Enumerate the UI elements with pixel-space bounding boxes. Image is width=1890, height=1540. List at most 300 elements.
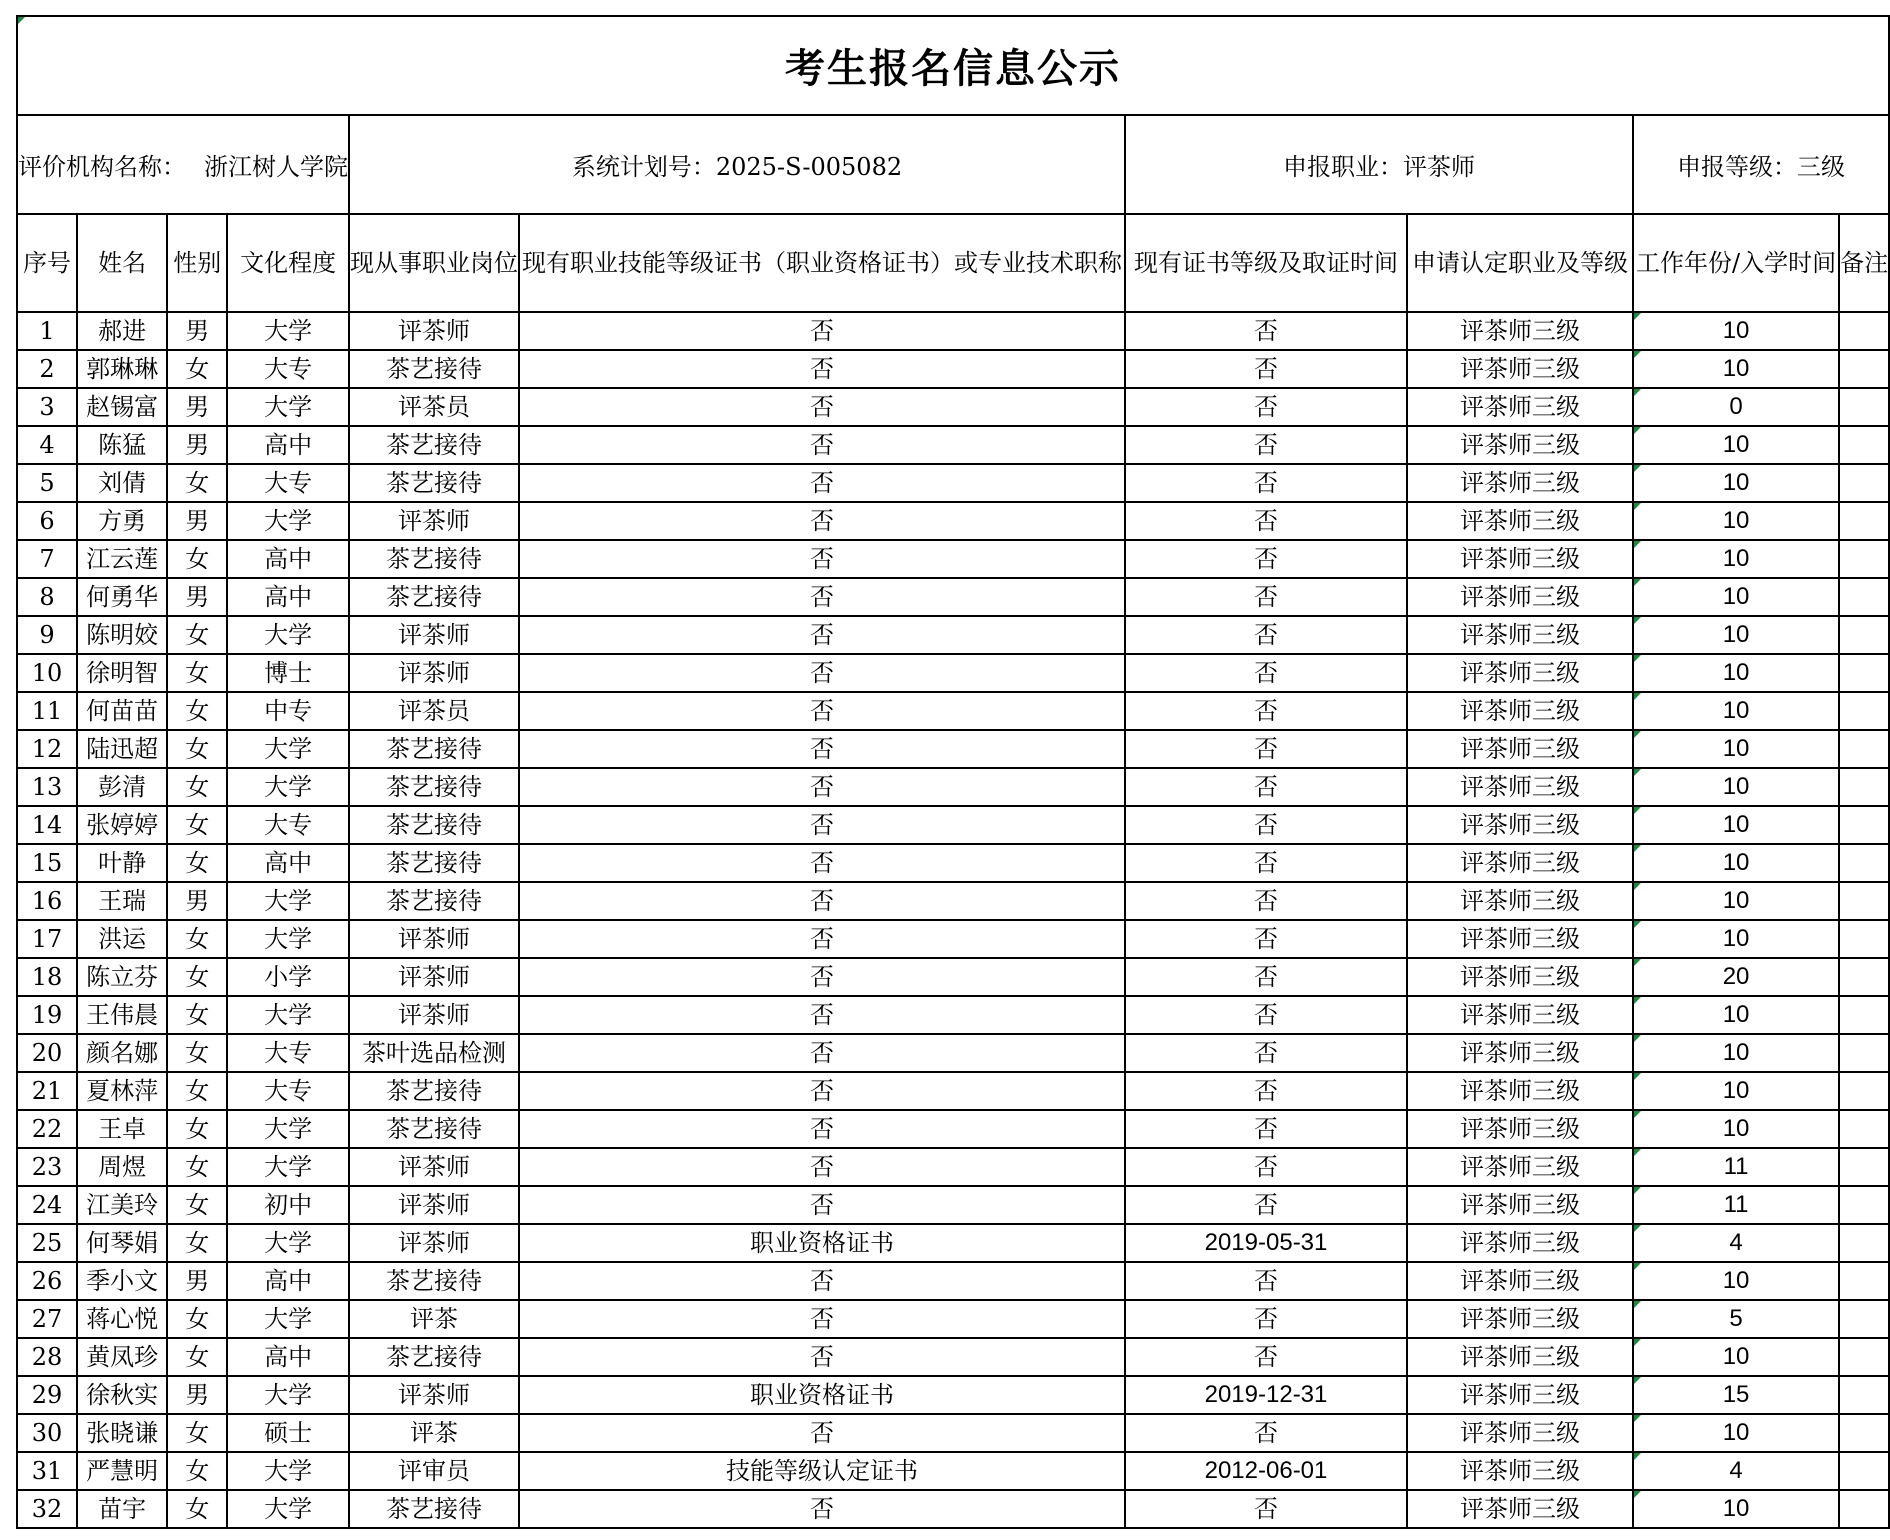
cell-name: 徐秋实	[77, 1376, 167, 1414]
cell-education: 大学	[227, 730, 349, 768]
cell-applied-level: 评茶师三级	[1407, 502, 1633, 540]
cell-certificate-date: 否	[1125, 540, 1407, 578]
cell-work-years: 10	[1633, 920, 1839, 958]
title-row	[17, 16, 1889, 115]
cell-work-years: 10	[1633, 1034, 1839, 1072]
cell-gender: 女	[167, 1490, 227, 1528]
cell-name: 王伟晨	[77, 996, 167, 1034]
cell-applied-level: 评茶师三级	[1407, 1148, 1633, 1186]
cell-current-job: 评茶师	[349, 1224, 519, 1262]
cell-work-years: 10	[1633, 844, 1839, 882]
table-row	[17, 540, 1889, 578]
cell-applied-level: 评茶师三级	[1407, 882, 1633, 920]
cell-index: 31	[17, 1452, 77, 1490]
cell-current-certificate: 否	[519, 844, 1125, 882]
plan-value: 2025-S-005082	[715, 153, 903, 181]
cell-gender: 女	[167, 996, 227, 1034]
cell-current-certificate: 否	[519, 350, 1125, 388]
cell-current-certificate: 否	[519, 578, 1125, 616]
cell-work-years: 11	[1633, 1148, 1839, 1186]
cell-education: 大学	[227, 920, 349, 958]
cell-work-years: 10	[1633, 312, 1839, 350]
cell-gender: 女	[167, 844, 227, 882]
cell-gender: 女	[167, 350, 227, 388]
cell-current-job: 茶艺接待	[349, 806, 519, 844]
cell-remarks	[1839, 540, 1889, 578]
cell-name: 方勇	[77, 502, 167, 540]
table-row	[17, 882, 1889, 920]
cell-work-years: 10	[1633, 882, 1839, 920]
cell-index: 30	[17, 1414, 77, 1452]
cell-current-certificate: 否	[519, 312, 1125, 350]
cell-current-certificate: 否	[519, 1490, 1125, 1528]
cell-current-certificate: 否	[519, 996, 1125, 1034]
table-row	[17, 1300, 1889, 1338]
cell-index: 14	[17, 806, 77, 844]
cell-applied-level: 评茶师三级	[1407, 578, 1633, 616]
cell-current-certificate: 否	[519, 1034, 1125, 1072]
cell-education: 大专	[227, 806, 349, 844]
cell-current-job: 评茶	[349, 1300, 519, 1338]
cell-education: 大学	[227, 768, 349, 806]
cell-current-certificate: 否	[519, 768, 1125, 806]
cell-index: 9	[17, 616, 77, 654]
cell-applied-level: 评茶师三级	[1407, 806, 1633, 844]
cell-certificate-date: 否	[1125, 426, 1407, 464]
cell-remarks	[1839, 844, 1889, 882]
cell-index: 2	[17, 350, 77, 388]
page-title: 考生报名信息公示	[17, 16, 1889, 115]
table-row	[17, 806, 1889, 844]
cell-name: 刘倩	[77, 464, 167, 502]
cell-current-job: 评茶员	[349, 692, 519, 730]
cell-education: 高中	[227, 540, 349, 578]
cell-current-job: 茶艺接待	[349, 1072, 519, 1110]
cell-education: 大学	[227, 616, 349, 654]
org-cell	[17, 115, 349, 214]
cell-current-certificate: 职业资格证书	[519, 1376, 1125, 1414]
cell-gender: 女	[167, 1186, 227, 1224]
table-row	[17, 312, 1889, 350]
cell-name: 王卓	[77, 1110, 167, 1148]
cell-applied-level: 评茶师三级	[1407, 1300, 1633, 1338]
cell-gender: 女	[167, 1300, 227, 1338]
cell-gender: 女	[167, 768, 227, 806]
header-remarks: 备注	[1839, 214, 1889, 312]
cell-current-job: 茶叶选品检测	[349, 1034, 519, 1072]
cell-work-years: 10	[1633, 1490, 1839, 1528]
header-name: 姓名	[77, 214, 167, 312]
cell-certificate-date: 否	[1125, 388, 1407, 426]
cell-index: 22	[17, 1110, 77, 1148]
info-row	[17, 115, 1889, 214]
cell-index: 13	[17, 768, 77, 806]
cell-index: 24	[17, 1186, 77, 1224]
cell-name: 郝进	[77, 312, 167, 350]
cell-current-certificate: 否	[519, 464, 1125, 502]
cell-remarks	[1839, 1452, 1889, 1490]
cell-name: 江云莲	[77, 540, 167, 578]
table-row	[17, 1376, 1889, 1414]
cell-current-job: 评茶员	[349, 388, 519, 426]
header-work-years: 工作年份/入学时间	[1633, 214, 1839, 312]
cell-certificate-date: 否	[1125, 578, 1407, 616]
cell-current-certificate: 职业资格证书	[519, 1224, 1125, 1262]
cell-applied-level: 评茶师三级	[1407, 426, 1633, 464]
cell-gender: 男	[167, 312, 227, 350]
cell-education: 大专	[227, 1034, 349, 1072]
cell-certificate-date: 否	[1125, 882, 1407, 920]
cell-gender: 女	[167, 464, 227, 502]
cell-work-years: 10	[1633, 350, 1839, 388]
cell-education: 大专	[227, 464, 349, 502]
cell-name: 张婷婷	[77, 806, 167, 844]
cell-education: 大学	[227, 1376, 349, 1414]
cell-certificate-date: 否	[1125, 312, 1407, 350]
cell-current-job: 评茶师	[349, 958, 519, 996]
cell-current-certificate: 否	[519, 806, 1125, 844]
cell-applied-level: 评茶师三级	[1407, 1186, 1633, 1224]
cell-current-job: 茶艺接待	[349, 882, 519, 920]
table-row	[17, 388, 1889, 426]
table-row	[17, 996, 1889, 1034]
cell-current-job: 茶艺接待	[349, 1490, 519, 1528]
cell-work-years: 10	[1633, 768, 1839, 806]
cell-current-job: 评茶师	[349, 920, 519, 958]
cell-current-job: 茶艺接待	[349, 1110, 519, 1148]
cell-remarks	[1839, 1300, 1889, 1338]
cell-education: 高中	[227, 1262, 349, 1300]
cell-education: 大学	[227, 1300, 349, 1338]
cell-certificate-date: 否	[1125, 350, 1407, 388]
cell-current-job: 茶艺接待	[349, 844, 519, 882]
occupation-value: 评茶师	[1403, 153, 1475, 181]
header-applied-level: 申请认定职业及等级	[1407, 214, 1633, 312]
cell-applied-level: 评茶师三级	[1407, 768, 1633, 806]
cell-index: 7	[17, 540, 77, 578]
cell-education: 大学	[227, 1224, 349, 1262]
table-row	[17, 1034, 1889, 1072]
cell-work-years: 10	[1633, 578, 1839, 616]
cell-remarks	[1839, 1148, 1889, 1186]
cell-current-job: 茶艺接待	[349, 1338, 519, 1376]
cell-index: 20	[17, 1034, 77, 1072]
cell-remarks	[1839, 1376, 1889, 1414]
cell-work-years: 10	[1633, 730, 1839, 768]
cell-current-certificate: 否	[519, 1300, 1125, 1338]
cell-name: 徐明智	[77, 654, 167, 692]
cell-gender: 女	[167, 616, 227, 654]
cell-remarks	[1839, 312, 1889, 350]
cell-current-job: 茶艺接待	[349, 1262, 519, 1300]
cell-applied-level: 评茶师三级	[1407, 1338, 1633, 1376]
cell-name: 何勇华	[77, 578, 167, 616]
table-row	[17, 1262, 1889, 1300]
table-row	[17, 1186, 1889, 1224]
cell-gender: 女	[167, 730, 227, 768]
cell-name: 黄凤珍	[77, 1338, 167, 1376]
cell-applied-level: 评茶师三级	[1407, 692, 1633, 730]
cell-current-job: 评茶师	[349, 1186, 519, 1224]
cell-certificate-date: 否	[1125, 844, 1407, 882]
cell-applied-level: 评茶师三级	[1407, 1034, 1633, 1072]
cell-gender: 男	[167, 426, 227, 464]
cell-remarks	[1839, 768, 1889, 806]
cell-name: 周煜	[77, 1148, 167, 1186]
cell-remarks	[1839, 1490, 1889, 1528]
cell-name: 江美玲	[77, 1186, 167, 1224]
cell-current-job: 茶艺接待	[349, 350, 519, 388]
cell-applied-level: 评茶师三级	[1407, 1072, 1633, 1110]
cell-gender: 女	[167, 1224, 227, 1262]
cell-certificate-date: 否	[1125, 768, 1407, 806]
cell-name: 彭清	[77, 768, 167, 806]
cell-applied-level: 评茶师三级	[1407, 1110, 1633, 1148]
cell-education: 博士	[227, 654, 349, 692]
cell-current-certificate: 否	[519, 540, 1125, 578]
cell-education: 大学	[227, 1452, 349, 1490]
cell-current-job: 评茶师	[349, 616, 519, 654]
cell-work-years: 10	[1633, 1338, 1839, 1376]
header-gender: 性别	[167, 214, 227, 312]
cell-gender: 女	[167, 920, 227, 958]
cell-gender: 男	[167, 1262, 227, 1300]
cell-education: 初中	[227, 1186, 349, 1224]
org-label: 评价机构名称：	[18, 153, 186, 181]
cell-current-certificate: 否	[519, 388, 1125, 426]
cell-gender: 女	[167, 654, 227, 692]
cell-work-years: 4	[1633, 1224, 1839, 1262]
cell-name: 夏林萍	[77, 1072, 167, 1110]
cell-gender: 女	[167, 1148, 227, 1186]
cell-remarks	[1839, 1110, 1889, 1148]
cell-name: 郭琳琳	[77, 350, 167, 388]
cell-work-years: 10	[1633, 464, 1839, 502]
cell-current-certificate: 否	[519, 1072, 1125, 1110]
cell-education: 大学	[227, 882, 349, 920]
cell-name: 苗宇	[77, 1490, 167, 1528]
cell-education: 高中	[227, 1338, 349, 1376]
cell-gender: 女	[167, 1034, 227, 1072]
cell-certificate-date: 否	[1125, 996, 1407, 1034]
cell-remarks	[1839, 996, 1889, 1034]
cell-current-job: 评茶师	[349, 996, 519, 1034]
cell-current-certificate: 否	[519, 502, 1125, 540]
cell-index: 10	[17, 654, 77, 692]
cell-work-years: 5	[1633, 1300, 1839, 1338]
cell-remarks	[1839, 882, 1889, 920]
cell-remarks	[1839, 654, 1889, 692]
cell-name: 陈立芬	[77, 958, 167, 996]
cell-education: 大学	[227, 1490, 349, 1528]
cell-applied-level: 评茶师三级	[1407, 540, 1633, 578]
cell-education: 大学	[227, 312, 349, 350]
cell-name: 陈猛	[77, 426, 167, 464]
cell-name: 陈明姣	[77, 616, 167, 654]
cell-current-job: 茶艺接待	[349, 730, 519, 768]
cell-work-years: 10	[1633, 1072, 1839, 1110]
cell-remarks	[1839, 616, 1889, 654]
table-row	[17, 768, 1889, 806]
cell-remarks	[1839, 920, 1889, 958]
cell-index: 16	[17, 882, 77, 920]
cell-remarks	[1839, 958, 1889, 996]
cell-applied-level: 评茶师三级	[1407, 1414, 1633, 1452]
header-education: 文化程度	[227, 214, 349, 312]
header-index: 序号	[17, 214, 77, 312]
cell-current-certificate: 技能等级认定证书	[519, 1452, 1125, 1490]
cell-education: 大学	[227, 502, 349, 540]
cell-certificate-date: 2012-06-01	[1125, 1452, 1407, 1490]
cell-name: 何琴娟	[77, 1224, 167, 1262]
cell-current-certificate: 否	[519, 1186, 1125, 1224]
cell-current-job: 评茶师	[349, 1376, 519, 1414]
cell-current-certificate: 否	[519, 616, 1125, 654]
table-row	[17, 502, 1889, 540]
cell-index: 29	[17, 1376, 77, 1414]
cell-gender: 女	[167, 958, 227, 996]
cell-work-years: 10	[1633, 996, 1839, 1034]
cell-index: 8	[17, 578, 77, 616]
cell-work-years: 20	[1633, 958, 1839, 996]
cell-certificate-date: 否	[1125, 1490, 1407, 1528]
cell-gender: 女	[167, 806, 227, 844]
cell-index: 11	[17, 692, 77, 730]
cell-index: 23	[17, 1148, 77, 1186]
cell-remarks	[1839, 730, 1889, 768]
table-row	[17, 1148, 1889, 1186]
cell-certificate-date: 否	[1125, 464, 1407, 502]
cell-applied-level: 评茶师三级	[1407, 1262, 1633, 1300]
cell-index: 6	[17, 502, 77, 540]
cell-remarks	[1839, 350, 1889, 388]
cell-work-years: 15	[1633, 1376, 1839, 1414]
cell-remarks	[1839, 1224, 1889, 1262]
cell-work-years: 10	[1633, 502, 1839, 540]
cell-applied-level: 评茶师三级	[1407, 730, 1633, 768]
table-row	[17, 1414, 1889, 1452]
cell-name: 张晓谦	[77, 1414, 167, 1452]
cell-applied-level: 评茶师三级	[1407, 1224, 1633, 1262]
cell-work-years: 10	[1633, 1262, 1839, 1300]
table-row	[17, 1338, 1889, 1376]
cell-work-years: 10	[1633, 692, 1839, 730]
cell-certificate-date: 否	[1125, 1262, 1407, 1300]
cell-certificate-date: 否	[1125, 1414, 1407, 1452]
cell-education: 大学	[227, 388, 349, 426]
cell-applied-level: 评茶师三级	[1407, 996, 1633, 1034]
cell-certificate-date: 否	[1125, 920, 1407, 958]
cell-education: 大专	[227, 350, 349, 388]
cell-applied-level: 评茶师三级	[1407, 312, 1633, 350]
cell-gender: 女	[167, 1072, 227, 1110]
cell-name: 严慧明	[77, 1452, 167, 1490]
cell-work-years: 0	[1633, 388, 1839, 426]
table-row	[17, 1452, 1889, 1490]
cell-current-job: 评茶师	[349, 1148, 519, 1186]
cell-certificate-date: 否	[1125, 730, 1407, 768]
cell-education: 中专	[227, 692, 349, 730]
column-header-row	[17, 214, 1889, 312]
cell-current-certificate: 否	[519, 692, 1125, 730]
cell-certificate-date: 否	[1125, 1300, 1407, 1338]
cell-certificate-date: 否	[1125, 1110, 1407, 1148]
cell-current-certificate: 否	[519, 426, 1125, 464]
table-row	[17, 730, 1889, 768]
cell-gender: 女	[167, 1338, 227, 1376]
cell-current-certificate: 否	[519, 882, 1125, 920]
cell-index: 17	[17, 920, 77, 958]
cell-remarks	[1839, 388, 1889, 426]
cell-gender: 女	[167, 1414, 227, 1452]
cell-index: 4	[17, 426, 77, 464]
cell-work-years: 10	[1633, 1414, 1839, 1452]
cell-current-job: 茶艺接待	[349, 464, 519, 502]
cell-current-certificate: 否	[519, 1338, 1125, 1376]
cell-applied-level: 评茶师三级	[1407, 464, 1633, 502]
cell-current-certificate: 否	[519, 1110, 1125, 1148]
org-value: 浙江树人学院	[204, 153, 348, 181]
cell-work-years: 10	[1633, 1110, 1839, 1148]
level-cell	[1633, 115, 1889, 214]
cell-index: 19	[17, 996, 77, 1034]
table-row	[17, 350, 1889, 388]
cell-certificate-date: 否	[1125, 958, 1407, 996]
cell-name: 颜名娜	[77, 1034, 167, 1072]
cell-index: 25	[17, 1224, 77, 1262]
cell-education: 硕士	[227, 1414, 349, 1452]
cell-index: 18	[17, 958, 77, 996]
cell-education: 大学	[227, 1110, 349, 1148]
cell-applied-level: 评茶师三级	[1407, 654, 1633, 692]
cell-current-certificate: 否	[519, 1414, 1125, 1452]
cell-certificate-date: 否	[1125, 692, 1407, 730]
cell-current-job: 茶艺接待	[349, 426, 519, 464]
table-row	[17, 1224, 1889, 1262]
cell-index: 15	[17, 844, 77, 882]
cell-gender: 女	[167, 540, 227, 578]
cell-applied-level: 评茶师三级	[1407, 958, 1633, 996]
cell-current-certificate: 否	[519, 730, 1125, 768]
cell-current-job: 评茶师	[349, 654, 519, 692]
cell-gender: 男	[167, 578, 227, 616]
cell-index: 12	[17, 730, 77, 768]
cell-current-certificate: 否	[519, 920, 1125, 958]
cell-current-job: 评茶	[349, 1414, 519, 1452]
table-row	[17, 958, 1889, 996]
cell-applied-level: 评茶师三级	[1407, 350, 1633, 388]
cell-applied-level: 评茶师三级	[1407, 1376, 1633, 1414]
cell-current-job: 评审员	[349, 1452, 519, 1490]
table-row	[17, 844, 1889, 882]
cell-index: 27	[17, 1300, 77, 1338]
cell-certificate-date: 2019-12-31	[1125, 1376, 1407, 1414]
cell-name: 蒋心悦	[77, 1300, 167, 1338]
cell-applied-level: 评茶师三级	[1407, 1452, 1633, 1490]
cell-education: 大学	[227, 996, 349, 1034]
cell-education: 高中	[227, 844, 349, 882]
cell-name: 洪运	[77, 920, 167, 958]
cell-gender: 男	[167, 502, 227, 540]
cell-index: 32	[17, 1490, 77, 1528]
cell-gender: 女	[167, 1110, 227, 1148]
cell-certificate-date: 2019-05-31	[1125, 1224, 1407, 1262]
cell-certificate-date: 否	[1125, 1338, 1407, 1376]
cell-remarks	[1839, 578, 1889, 616]
registration-table	[16, 15, 1890, 1529]
cell-gender: 女	[167, 1452, 227, 1490]
cell-education: 高中	[227, 578, 349, 616]
